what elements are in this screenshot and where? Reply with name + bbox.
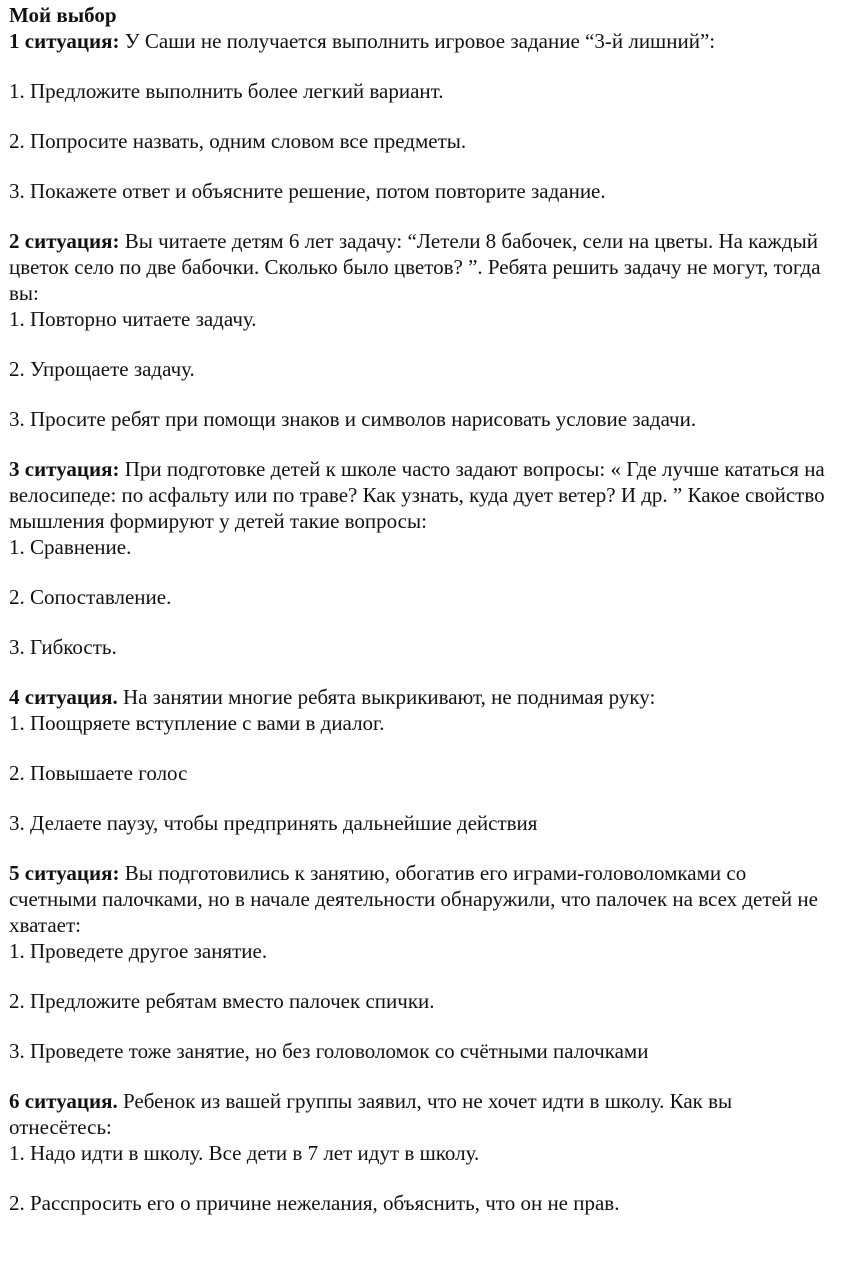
situation-heading: [9, 457, 120, 481]
situation-question-text: На занятии многие ребята выкрикивают, не поднимая руку:: [117, 685, 656, 709]
situation-question: [9, 28, 838, 54]
answer-option: 3. Проведете тоже занятие, но без головоломок со счётными палочками: [9, 1039, 649, 1063]
answer-option: 2. Предложите ребятам вместо палочек спички.: [9, 989, 435, 1013]
situation-question: [9, 684, 838, 710]
situation-heading-text: 5 ситуация: [9, 861, 113, 885]
situation-5: [9, 860, 838, 1064]
answer-option: 1. Поощряете вступление с вами в диалог.: [9, 711, 385, 735]
situation-heading-separator: :: [112, 861, 120, 885]
situation-heading: [9, 29, 120, 53]
situation-4: [9, 684, 838, 836]
situation-heading-text: 3 ситуация: [9, 457, 113, 481]
answer-options: [9, 938, 838, 1064]
situation-heading-separator: .: [112, 1089, 118, 1113]
situation-heading-separator: .: [112, 685, 118, 709]
situation-3: [9, 456, 838, 660]
situation-question: [9, 1088, 838, 1140]
situation-heading-text: 1 ситуация: [9, 29, 113, 53]
answer-option: 2. Повышаете голос: [9, 761, 188, 785]
situation-question: [9, 860, 838, 938]
answer-option: 1. Сравнение.: [9, 535, 132, 559]
situation-question-text: Вы читаете детям 6 лет задачу: “Летели 8 бабочек, сели на цветы. На каждый цветок село по две бабочки. Сколько было цветов? ”. Ребята решить задачу не могут, тогда вы:: [9, 229, 821, 305]
answer-options: [9, 534, 838, 660]
answer-options: [9, 306, 838, 432]
situation-heading: [9, 229, 120, 253]
answer-option: 1. Проведете другое занятие.: [9, 939, 268, 963]
document-title: Мой выбор: [9, 3, 117, 27]
situation-question-text: У Саши не получается выполнить игровое задание “3-й лишний”:: [119, 29, 716, 53]
situation-question-text: Ребенок из вашей группы заявил, что не хочет идти в школу. Как вы отнесётесь:: [9, 1089, 733, 1139]
answer-option: 3. Гибкость.: [9, 635, 117, 659]
situation-heading-text: 6 ситуация: [9, 1089, 113, 1113]
situation-heading-text: 4 ситуация: [9, 685, 113, 709]
answer-option: 3. Просите ребят при помощи знаков и символов нарисовать условие задачи.: [9, 407, 697, 431]
answer-option: 1. Надо идти в школу. Все дети в 7 лет идут в школу.: [9, 1141, 480, 1165]
answer-option: 2. Расспросить его о причине нежелания, объяснить, что он не прав.: [9, 1191, 620, 1215]
situation-question-text: При подготовке детей к школе часто задают вопросы: « Где лучше кататься на велосипеде: по асфальту или по траве? Как узнать, куда дует ветер? И др. ” Какое свойство мышления формируют у детей такие вопросы:: [9, 457, 825, 533]
answer-option: 2. Упрощаете задачу.: [9, 357, 195, 381]
answer-option: 2. Попросите назвать, одним словом все предметы.: [9, 129, 467, 153]
situation-1: [9, 28, 838, 204]
answer-options: [9, 710, 838, 836]
answer-option: 3. Покажете ответ и объясните решение, потом повторите задание.: [9, 179, 606, 203]
situation-heading-separator: :: [112, 457, 120, 481]
answer-option: 1. Предложите выполнить более легкий вариант.: [9, 79, 444, 103]
answer-option: 3. Делаете паузу, чтобы предпринять дальнейшие действия: [9, 811, 538, 835]
situation-2: [9, 228, 838, 432]
situation-heading-separator: :: [112, 229, 120, 253]
situation-question-text: Вы подготовились к занятию, обогатив его играми-головоломками со счетными палочками, но в начале деятельности обнаружили, что палочек на всех детей не хватает:: [9, 861, 818, 937]
answer-option: 1. Повторно читаете задачу.: [9, 307, 257, 331]
situation-heading-text: 2 ситуация: [9, 229, 113, 253]
situation-question: [9, 228, 838, 306]
situation-heading: [9, 861, 120, 885]
situation-6: [9, 1088, 838, 1216]
answer-option: 2. Сопоставление.: [9, 585, 172, 609]
situation-heading-separator: :: [112, 29, 120, 53]
situation-heading: [9, 685, 118, 709]
situation-heading: [9, 1089, 118, 1113]
answer-options: [9, 1140, 838, 1216]
situation-question: [9, 456, 838, 534]
answer-options: [9, 78, 838, 204]
